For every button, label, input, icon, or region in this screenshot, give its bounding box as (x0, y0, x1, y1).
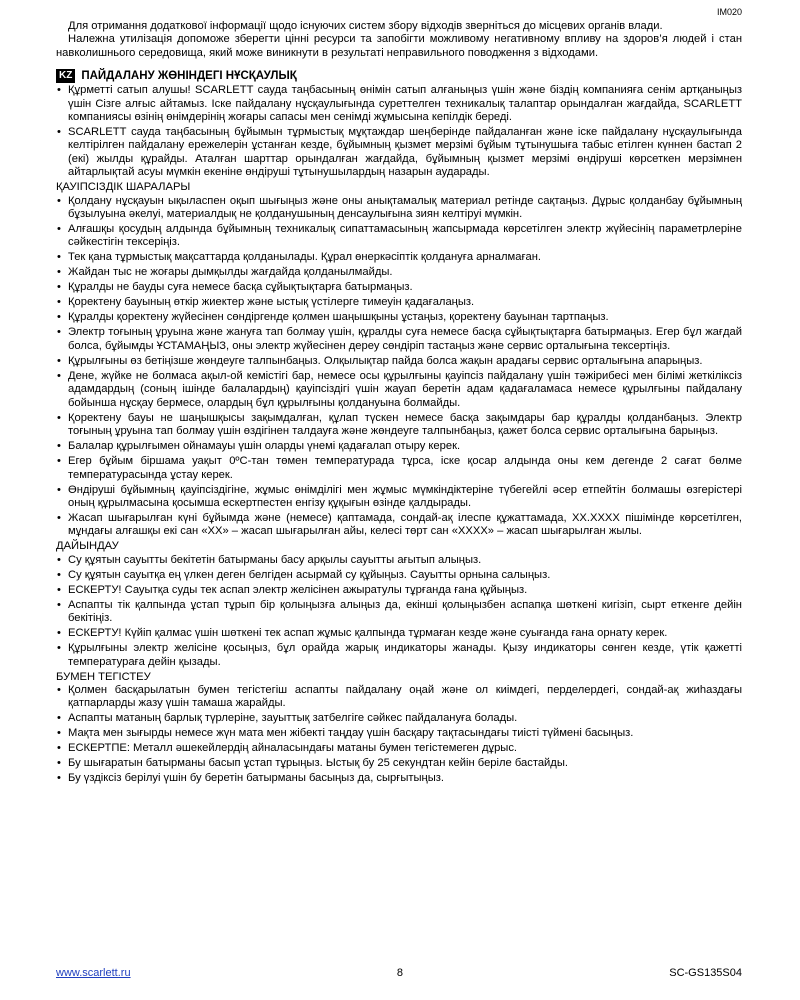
list-item: • Мақта мен зығырды немесе жүн мата мен жібекті таңдау үшін басқару тақтасындағы тиісті түймені басыңыз. (56, 727, 742, 740)
safety-title: ҚАУІПСІЗДІК ШАРАЛАРЫ (56, 181, 191, 194)
list-item: • Қоректену бауының өткір жиектер және ыстық үстілерге тимеуін қадағалаңыз. (56, 296, 742, 309)
list-item: • SCARLETT сауда таңбасының бұйымын тұрмыстық мұқтаждар шеңберінде пайдаланған және іске пайдалану нұсқаулығында келтірілген пайдалану ережелерін ұстанған кезде, бұйымның қызмет мерзімі бұйым тұтынушыға табыс етілген күннен бастап 2 (екі) жылды құрайды. Аталған шарттар орындалған жағдайда, бұйымның қызмет мерзімі өндіруші көрсеткен мерзімнен айтарлықтай асуы мүмкін екеніне өндіруші тұтынушылардың назарын аударады. (56, 126, 742, 180)
prep-title: ДАЙЫНДАУ (56, 540, 119, 553)
safety-list (56, 195, 742, 539)
page-footer (56, 967, 742, 979)
list-item: • Жайдан тыс не жоғары дымқылды жағдайда қолданылмайды. (56, 266, 742, 279)
list-item: • Құралды қоректену жүйесінен сөндіргенде қолмен шаңышқыны ұстаңыз, қоректену бауынан тартпаңыз. (56, 311, 742, 324)
list-item: • Қоректену бауы не шаңышқысы зақымдалған, құлап түскен немесе басқа зақымдары бар құралды қолданбаңыз. Электр тоғының ұруына тап болмау үшін өздігінен талдауға және жөндеуге талпынбаңыз, қажет болса сервис орталығына барыңыз. (56, 412, 742, 439)
intro-paragraph: Для отримання додаткової інформації щодо існуючих систем збору відходів зверніться до місцевих органів влади. (68, 20, 663, 32)
list-item: • Қолдану нұсқауын ықыласпен оқып шығыңыз және оны анықтамалық материал ретінде сақтаңыз. Дұрыс қолданбау бұйымның бұзылуына әкелуі, материалдық не қолданушының денсаулығына зиян келтіруі мүмкін. (56, 195, 742, 222)
list-item: • Қолмен басқарылатын бумен тегістегіш аспапты пайдалану оңай және ол киімдегі, перделердегі, сондай-ақ жиһаздағы қатпарларды жазу үшін тамаша жарайды. (56, 684, 742, 711)
prep-list (56, 554, 742, 669)
list-item: • Аспапты тік қалпында ұстап тұрып бір қолыңызға алыңыз да, екінші қолыңызбен аспапқа шөткені кигізіп, сырт еткенге дейін бекітіңіз. (56, 599, 742, 626)
list-item: • Аспапты матаның барлық түрлеріне, зауыттық затбелгіге сәйкес пайдалануға болады. (56, 712, 742, 725)
list-item: • Құрметті сатып алушы! SCARLETT сауда таңбасының өнімін сатып алғаныңыз үшін және біздің компанияға сенім артқаныңыз үшін Сізге алғыс айтамыз. Іске пайдалану нұсқаулығында суреттелген техникалық талаптар орындалған жағдайда, SCARLETT компаниясы өзінің өнімдерінің жоғары сапасы мен сенімді жұмысына кепілдік береді. (56, 84, 742, 124)
list-item: • Құрылғыны электр желісіне қосыңыз, бұл орайда жарық индикаторы жанады. Қызу индикаторы сөнген кезде, үтік қажетті температураға дейін қызады. (56, 642, 742, 669)
steam-title: БУМЕН ТЕГІСТЕУ (56, 670, 151, 683)
page-number: 8 (396, 967, 403, 979)
list-item: • Тек қана тұрмыстық мақсаттарда қолданылады. Құрал өнеркәсіптік қолдануға арналмаған. (56, 251, 742, 264)
language-badge: KZ (56, 69, 75, 83)
list-item: • Құралды не бауды суға немесе басқа сұйықтықтарға батырмаңыз. (56, 281, 742, 294)
list-item: • Бу үздіксіз берілуі үшін бу беретін батырманы басыңыз да, сырғытыңыз. (56, 772, 742, 785)
list-item: • Егер бұйым біршама уақыт 0ºC-тан төмен температурада тұрса, іске қосар алдында оны кем дегенде 2 сағат бөлме температурасында ұстау керек. (56, 455, 742, 482)
list-item: • ЕСКЕРТУ! Сауытқа суды тек аспап электр желісінен ажыратулы тұрғанда ғана құйыңыз. (56, 584, 742, 597)
manual-title: ПАЙДАЛАНУ ЖӨНІНДЕГІ НҰСҚАУЛЫҚ (81, 69, 297, 82)
model-number: SC-GS135S04 (669, 967, 742, 979)
list-item: • ЕСКЕРТПЕ: Металл әшекейлердің айналасындағы матаны бумен тегістемеген дұрыс. (56, 742, 742, 755)
intro-paragraph: Належна утилізація допоможе зберегти цінні ресурси та запобігти можливому негативному впливу на здоров’я людей і стан навколишнього середовища, який може виникнути в результаті неправильного поводження з відходами. (56, 33, 742, 59)
list-item: • Дене, жүйке не болмаса ақыл-ой кемістігі бар, немесе осы құрылғыны қауіпсіз пайдалану үшін тәжірибесі мен білімі жеткіліксіз адамдардың (соның ішінде балалардың) қауіпсіздігі үшін жауап беретін адам қадағаламаса немесе құрылғыны пайдалану бойынша нұсқау бермесе, олардың бұл құрылғыны қолдануына болмайды. (56, 370, 742, 410)
list-item: • Балалар құрылғымен ойнамауы үшін оларды үнемі қадағалап отыру керек. (56, 440, 742, 453)
list-item: • Су құятын сауытқа ең үлкен деген белгіден асырмай су құйыңыз. Сауытты орнына салыңыз. (56, 569, 742, 582)
list-item: • Жасап шығарылған күні бұйымда және (немесе) қаптамада, сондай-ақ ілеспе құжаттамада, XX.XXXX пішімінде көрсетілген, мұндағы алғашқы екі сан «XX» – жасап шығарылған айы, келесі төрт сан «XXXX» – жасап шығарылған жылы. (56, 512, 742, 539)
list-item: • Өндіруші бұйымның қауіпсіздігіне, жұмыс өнімділігі мен жұмыс мүмкіндіктеріне түбегейлі әсер етпейтін болмашы өзгерістері оның құрылмасына қосымша ескертпестен енгізу құқығын өзінде қалдырады. (56, 484, 742, 511)
intro-bullets (56, 84, 742, 179)
list-item: • Алғашқы қосудың алдында бұйымның техникалық сипаттамасының жапсырмада көрсетілген электр жүйесінің параметрлеріне сәйкестігін тексеріңіз. (56, 223, 742, 250)
manual-heading (56, 69, 742, 83)
list-item: • ЕСКЕРТУ! Күйіп қалмас үшін шөткені тек аспап жұмыс қалпында тұрмаған кезде және суығанда ғана орнату керек. (56, 627, 742, 640)
list-item: • Құрылғыны өз бетіңізше жөндеуге талпынбаңыз. Олқылықтар пайда болса жақын арадағы сервис орталығына апарыңыз. (56, 355, 742, 368)
list-item: • Бу шығаратын батырманы басып ұстап тұрыңыз. Ыстық бу 25 секундтан кейін беріле бастайды. (56, 757, 742, 770)
steam-list (56, 684, 742, 786)
content (56, 20, 742, 787)
list-item: • Электр тоғының ұруына және жануға тап болмау үшін, құралды суға немесе басқа сұйықтықтарға батырмаңыз. Егер бұл жағдай болса, бұйымды ҰСТАМАҢЫЗ, оны электр жүйесінен дереу сөндіріп тастаңыз және сервис орталығына тексертіңіз. (56, 326, 742, 353)
list-item: • Су құятын сауытты бекітетін батырманы басу арқылы сауытты ағытып алыңыз. (56, 554, 742, 567)
intro-block (56, 20, 742, 60)
website-link[interactable]: www.scarlett.ru (56, 967, 131, 979)
document-code: IM020 (716, 7, 742, 17)
